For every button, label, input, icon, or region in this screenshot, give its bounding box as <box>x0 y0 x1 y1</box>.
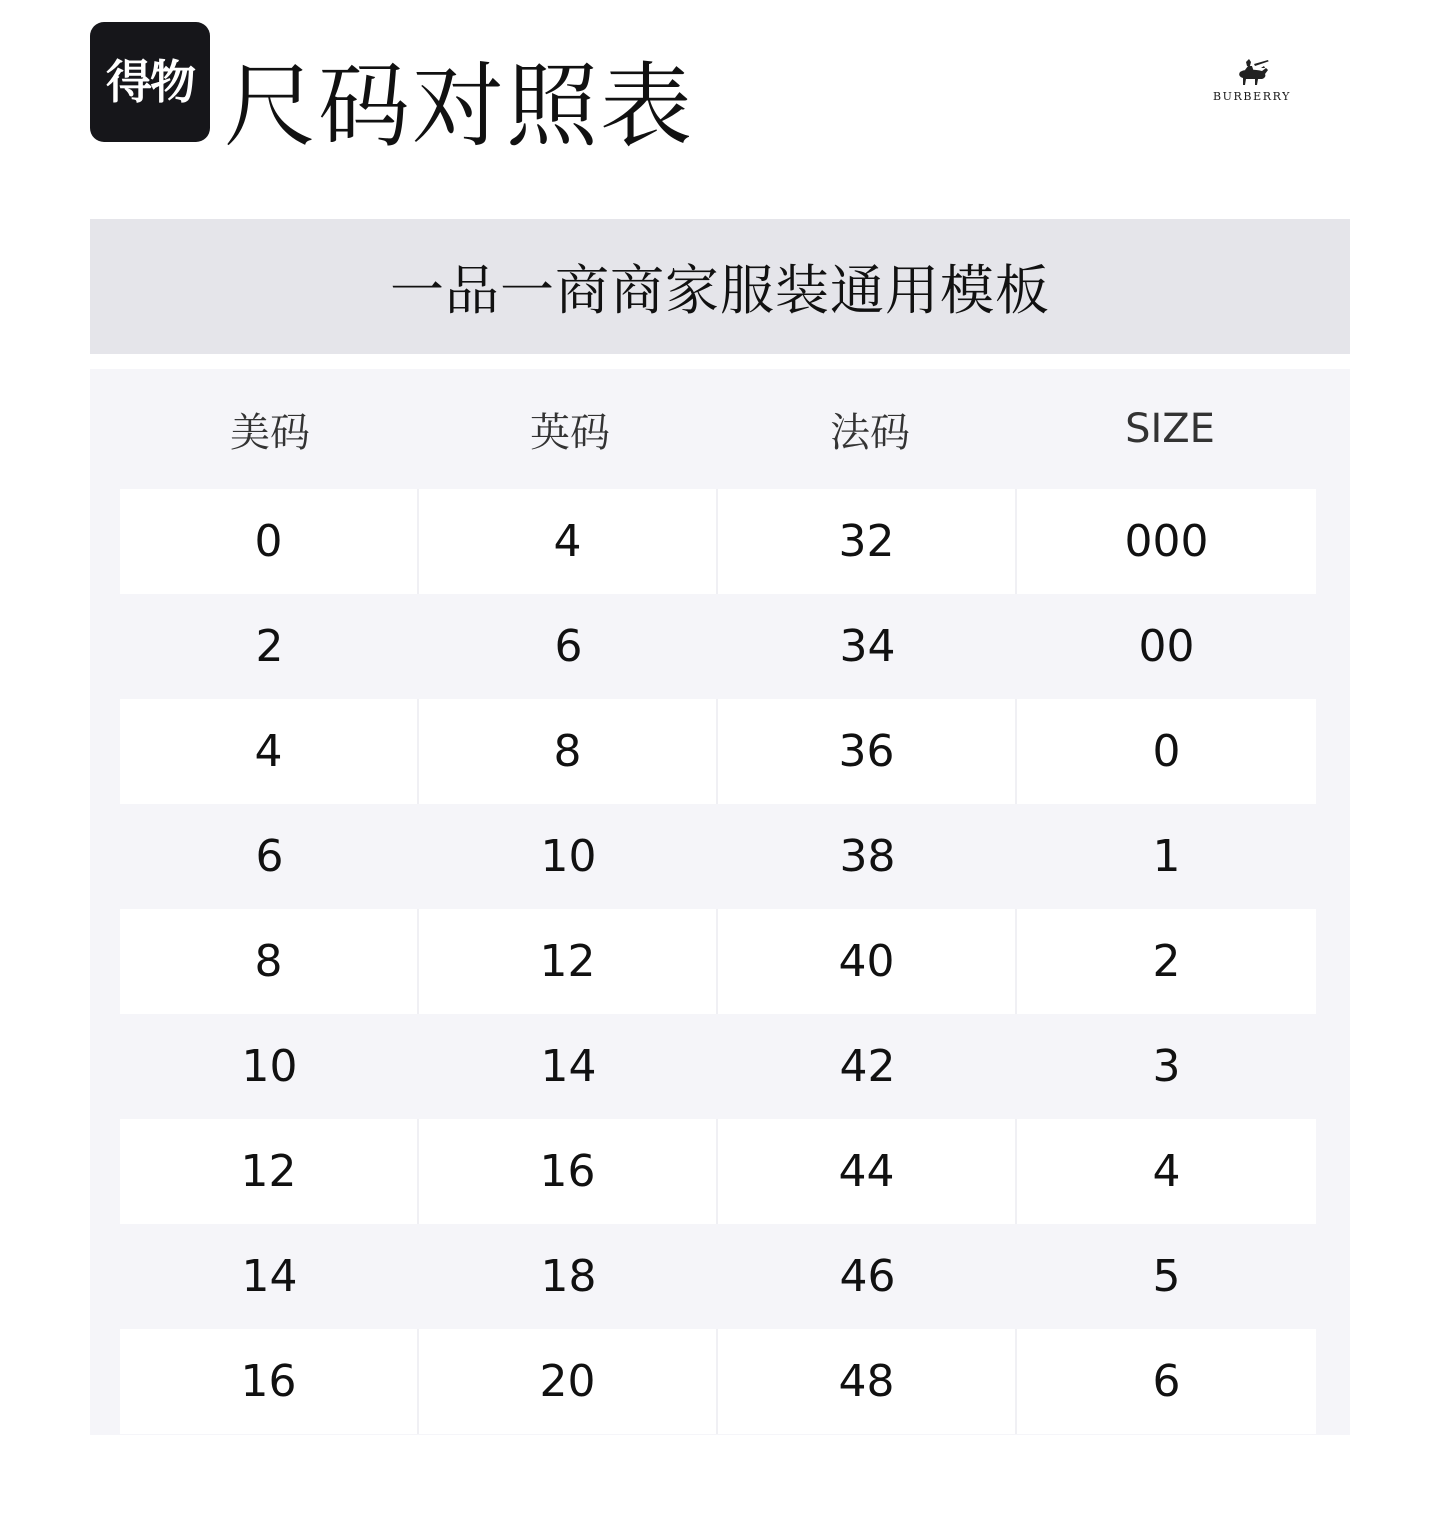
table-cell: 14 <box>241 1251 298 1302</box>
table-cell: 8 <box>419 699 718 804</box>
column-header-us: 美码 <box>230 409 310 456</box>
page-title: 尺码对照表 <box>224 53 695 160</box>
table-cell: 2 <box>1017 909 1316 1014</box>
column-header-size: SIZE <box>1125 406 1215 452</box>
table-cell: 32 <box>718 489 1017 594</box>
template-banner <box>90 219 1350 354</box>
table-cell: 18 <box>540 1251 597 1302</box>
table-cell: 44 <box>718 1119 1017 1224</box>
table-cell: 00 <box>1138 621 1195 672</box>
table-cell: 10 <box>540 831 597 882</box>
table-cell: 10 <box>241 1041 298 1092</box>
table-cell: 000 <box>1017 489 1316 594</box>
table-row <box>120 594 1316 699</box>
table-cell: 5 <box>1152 1251 1181 1302</box>
table-row <box>120 804 1316 909</box>
column-header-uk: 英码 <box>530 409 610 456</box>
table-cell: 16 <box>419 1119 718 1224</box>
table-cell: 0 <box>120 489 419 594</box>
table-row <box>120 1329 1316 1434</box>
brand-logo <box>1190 58 1314 106</box>
table-cell: 36 <box>718 699 1017 804</box>
table-cell: 6 <box>1017 1329 1316 1434</box>
table-cell: 2 <box>255 621 284 672</box>
table-cell: 12 <box>120 1119 419 1224</box>
table-cell: 6 <box>255 831 284 882</box>
table-cell: 16 <box>120 1329 419 1434</box>
table-cell: 4 <box>419 489 718 594</box>
app-logo-text: 得物 <box>106 55 194 109</box>
table-cell: 42 <box>839 1041 896 1092</box>
table-cell: 1 <box>1152 831 1181 882</box>
template-banner-label: 一品一商商家服装通用模板 <box>390 259 1050 322</box>
table-cell: 0 <box>1017 699 1316 804</box>
table-cell: 48 <box>718 1329 1017 1434</box>
table-cell: 20 <box>419 1329 718 1434</box>
column-header-fr: 法码 <box>830 409 910 456</box>
table-row <box>120 489 1316 594</box>
table-cell: 4 <box>120 699 419 804</box>
table-cell: 46 <box>839 1251 896 1302</box>
table-cell: 8 <box>120 909 419 1014</box>
table-cell: 14 <box>540 1041 597 1092</box>
table-cell: 12 <box>419 909 718 1014</box>
table-cell: 4 <box>1017 1119 1316 1224</box>
table-cell: 3 <box>1152 1041 1181 1092</box>
table-row <box>120 1119 1316 1224</box>
table-cell: 40 <box>718 909 1017 1014</box>
table-row <box>120 1224 1316 1329</box>
brand-wordmark: BURBERRY <box>1212 90 1292 103</box>
table-header <box>120 369 1320 489</box>
app-logo <box>90 22 210 142</box>
table-row <box>120 909 1316 1014</box>
table-row <box>120 1014 1316 1119</box>
table-body <box>120 489 1316 1434</box>
table-row <box>120 699 1316 804</box>
knight-emblem-icon <box>1228 58 1276 88</box>
table-cell: 38 <box>839 831 896 882</box>
table-cell: 34 <box>839 621 896 672</box>
table-cell: 6 <box>554 621 583 672</box>
size-table <box>90 369 1350 1435</box>
